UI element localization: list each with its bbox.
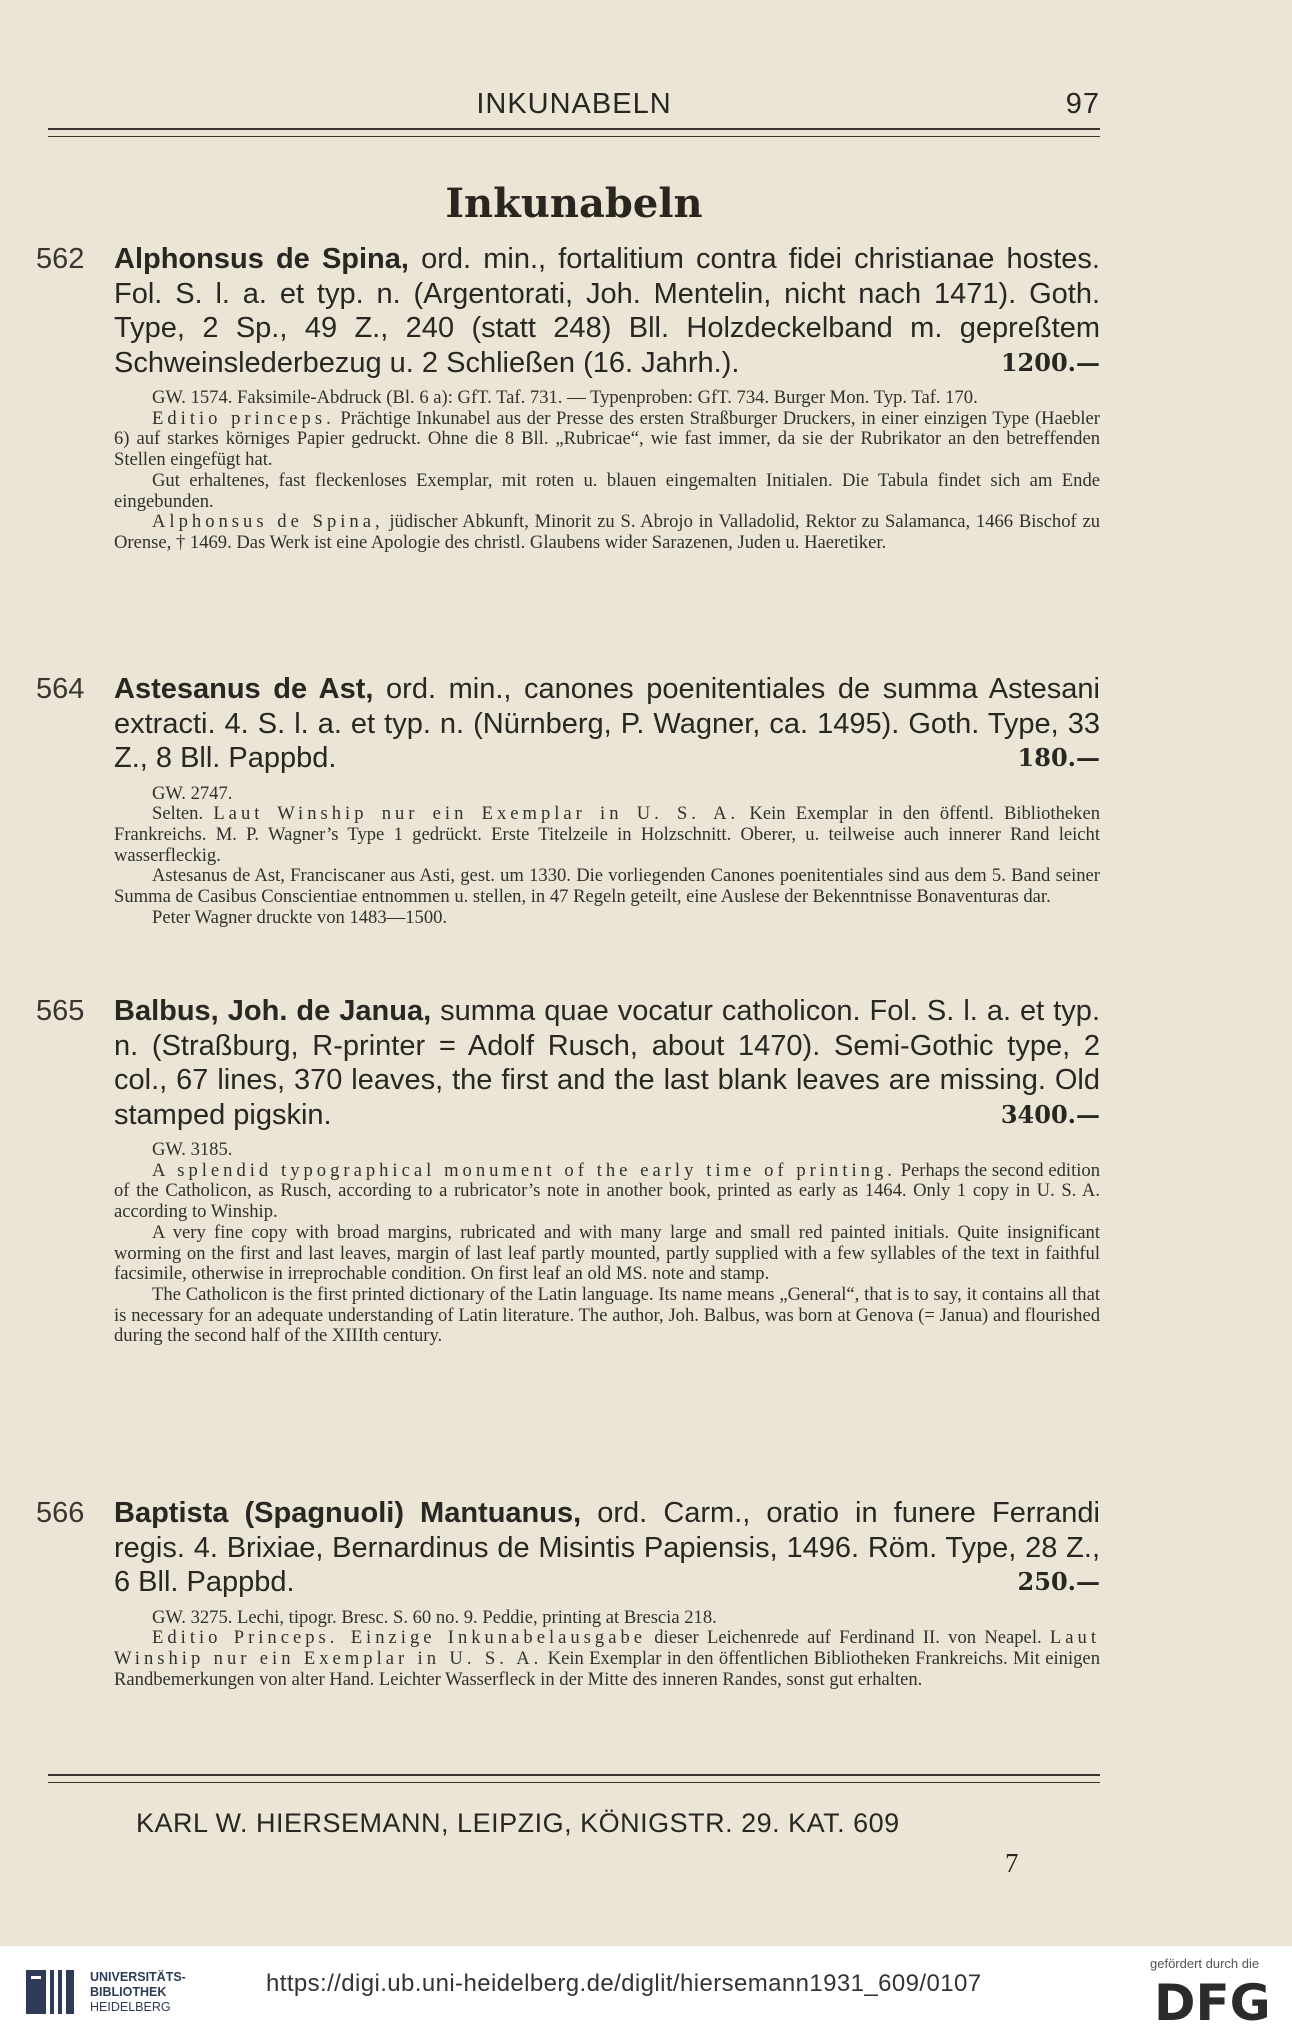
note-paragraph: A splendid typographical monument of the early time of printing. Perhaps the second edition of the Catholicon, as Rusch, according to a rubricator’s note in another book, printed as early as 1464. Only 1 copy in U. S. A. according to Winship. [114,1159,1101,1223]
entry-number: 566 [36,1497,85,1529]
dfg-logo-icon [1152,1974,1274,2026]
page-number: 97 [1065,88,1100,120]
library-name: UNIVERSITÄTS- BIBLIOTHEK HEIDELBERG [90,1970,186,2014]
footer-rule [48,1774,1100,1783]
entry-author: Alphonsus de Spina, [114,243,409,275]
header-rule [48,128,1100,137]
catalog-entry-566 [36,1496,1100,1690]
entry-description: ord. min., canones poenitentiales de summa Astesani extracti. 4. S. l. a. et typ. n. (Nürnberg, P. Wagner, ca. 1495). Goth. Type, 33 Z., 8 Bll. Pappbd. [114,673,1100,774]
note-paragraph: Selten. Laut Winship nur ein Exemplar in U. S. A. Kein Exemplar in den öffentl. Bibliotheken Frankreichs. M. P. Wagner’s Type 1 gedrückt. Erste Titelzeile in Holzschnitt. Oberer, u. teilweise auch innerer Rand leicht wasserfleckig. [114,803,1100,866]
entry-price: 1200.— [1000,347,1100,377]
entry-notes [114,1140,1100,1347]
note-paragraph: GW. 2747. [152,782,233,804]
note-paragraph: Alphonsus de Spina, jüdischer Abkunft, Minorit zu S. Abrojo in Valladolid, Rektor zu Salamanca, 1466 Bischof zu Orense, † 1469. Das Werk ist eine Apologie des christl. Glaubens wider Sarazenen, Juden u. Haeretiker. [114,511,1100,553]
entry-number: 565 [36,995,85,1027]
university-library-logo-icon [20,1966,80,2018]
funder-note: gefördert durch die [1150,1956,1260,1971]
entry-author: Astesanus de Ast, [114,673,374,705]
entry-description: ord. Carm., oratio in funere Ferrandi regis. 4. Brixiae, Bernardinus de Misintis Papiensis, 1496. Röm. Type, 28 Z., 6 Bll. Pappbd. [114,1497,1100,1598]
note-paragraph: A very fine copy with broad margins, rubricated and with many large and small red painted initials. Quite insignificant worming on the first and last leaves, margin of last leaf partly mounted, partly supplied with a few syllables of the text in faithful facsimile, otherwise in irreprochable condition. On first leaf an old MS. note and stamp. [114,1221,1100,1285]
entry-heading [36,994,1100,1132]
entry-description: ord. min., fortalitium contra fidei christianae hostes. Fol. S. l. a. et typ. n. (Argentorati, Joh. Mentelin, nicht nach 1471). Goth. Type, 2 Sp., 49 Z., 240 (statt 248) Bll. Holzdeckelband m. gepreßtem Schweinslederbezug u. 2 Schließen (16. Jahrh.). [114,243,1100,379]
permalink-url[interactable]: https://digi.ub.uni-heidelberg.de/diglit/hiersemann1931_609/0107 [266,1970,982,1997]
entry-number: 564 [36,673,85,705]
note-paragraph: Editio Princeps. Einzige Inkunabelausgabe dieser Leichenrede auf Ferdinand II. von Neapel. Laut Winship nur ein Exemplar in U. S. A. Kein Exemplar in den öffentlichen Bibliotheken Frankreichs. Mit einigen Randbemerkungen von alter Hand. Leichter Wasserfleck in der Mitte des inneren Randes, sonst gut erhalten. [114,1627,1100,1690]
entry-number: 562 [36,243,85,275]
catalog-entry-562 [36,242,1100,554]
page-title: Inkunabeln [445,180,703,227]
note-paragraph: The Catholicon is the first printed dictionary of the Latin language. Its name means „General“, that is to say, it contains all that is necessary for an adequate understanding of Latin literature. The author, Joh. Balbus, was born at Genova (= Janua) and flourished during the second half of the XIIIth century. [114,1283,1100,1347]
svg-text:DFG: DFG [1154,1974,1271,2026]
note-paragraph: Editio princeps. Prächtige Inkunabel aus der Presse des ersten Straßburger Druckers, in einer einzigen Type (Haebler 6) auf starkes körniges Papier gedruckt. Ohne die 8 Bll. „Rubricae“, wie fast immer, da sie der Rubrikator an den betreffenden Stellen eingefügt hat. [114,407,1100,471]
catalog-entry-565 [36,994,1101,1347]
entry-price: 180.— [1017,743,1100,772]
note-paragraph: Peter Wagner druckte von 1483—1500. [152,906,448,928]
entry-heading [36,1496,1100,1600]
entry-author: Baptista (Spagnuoli) Mantuanus, [114,1497,582,1529]
entry-price: 250.— [1017,1567,1100,1596]
entry-heading [36,672,1100,776]
entry-notes [114,1608,1100,1691]
entry-heading [36,242,1100,380]
entry-description: summa quae vocatur catholicon. Fol. S. l. a. et typ. n. (Straßburg, R-printer = Adolf Rusch, about 1470). Semi-Gothic type, 2 col., 67 lines, 370 leaves, the first and the last blank leaves are missing. Old stamped pigskin. [114,995,1100,1131]
running-head-title: INKUNABELN [476,88,672,120]
note-paragraph: GW. 3185. [152,1139,233,1160]
running-head [48,88,1100,121]
note-paragraph: Astesanus de Ast, Franciscaner aus Asti, gest. um 1330. Die vorliegenden Canones poenitentiales sind aus dem 5. Band seiner Summa de Casibus Conscientiae entnommen u. stellen, in 47 Regeln geteilt, eine Auslese der Bekenntnisse Bonaventuras dar. [114,865,1100,908]
publisher-imprint: KARL W. HIERSEMANN, LEIPZIG, KÖNIGSTR. 29. KAT. 609 [136,1808,900,1838]
entry-notes [114,784,1100,929]
entry-notes [114,388,1100,554]
entry-author: Balbus, Joh. de Janua, [114,995,432,1027]
catalog-entry-564 [36,672,1100,928]
note-paragraph: GW. 1574. Faksimile-Abdruck (Bl. 6 a): GfT. Taf. 731. — Typenproben: GfT. 734. Burger Mon. Typ. Taf. 170. [152,387,978,408]
note-paragraph: Gut erhaltenes, fast fleckenloses Exemplar, mit roten u. blauen eingemalten Initialen. Die Tabula findet sich am Ende eingebunden. [114,469,1100,512]
entry-price: 3400.— [1000,1099,1100,1129]
sheet-signature: 7 [1005,1848,1019,1878]
viewer-footer-bar [0,1946,1292,2039]
note-paragraph: GW. 3275. Lechi, tipogr. Bresc. S. 60 no. 9. Peddie, printing at Brescia 218. [152,1606,717,1628]
